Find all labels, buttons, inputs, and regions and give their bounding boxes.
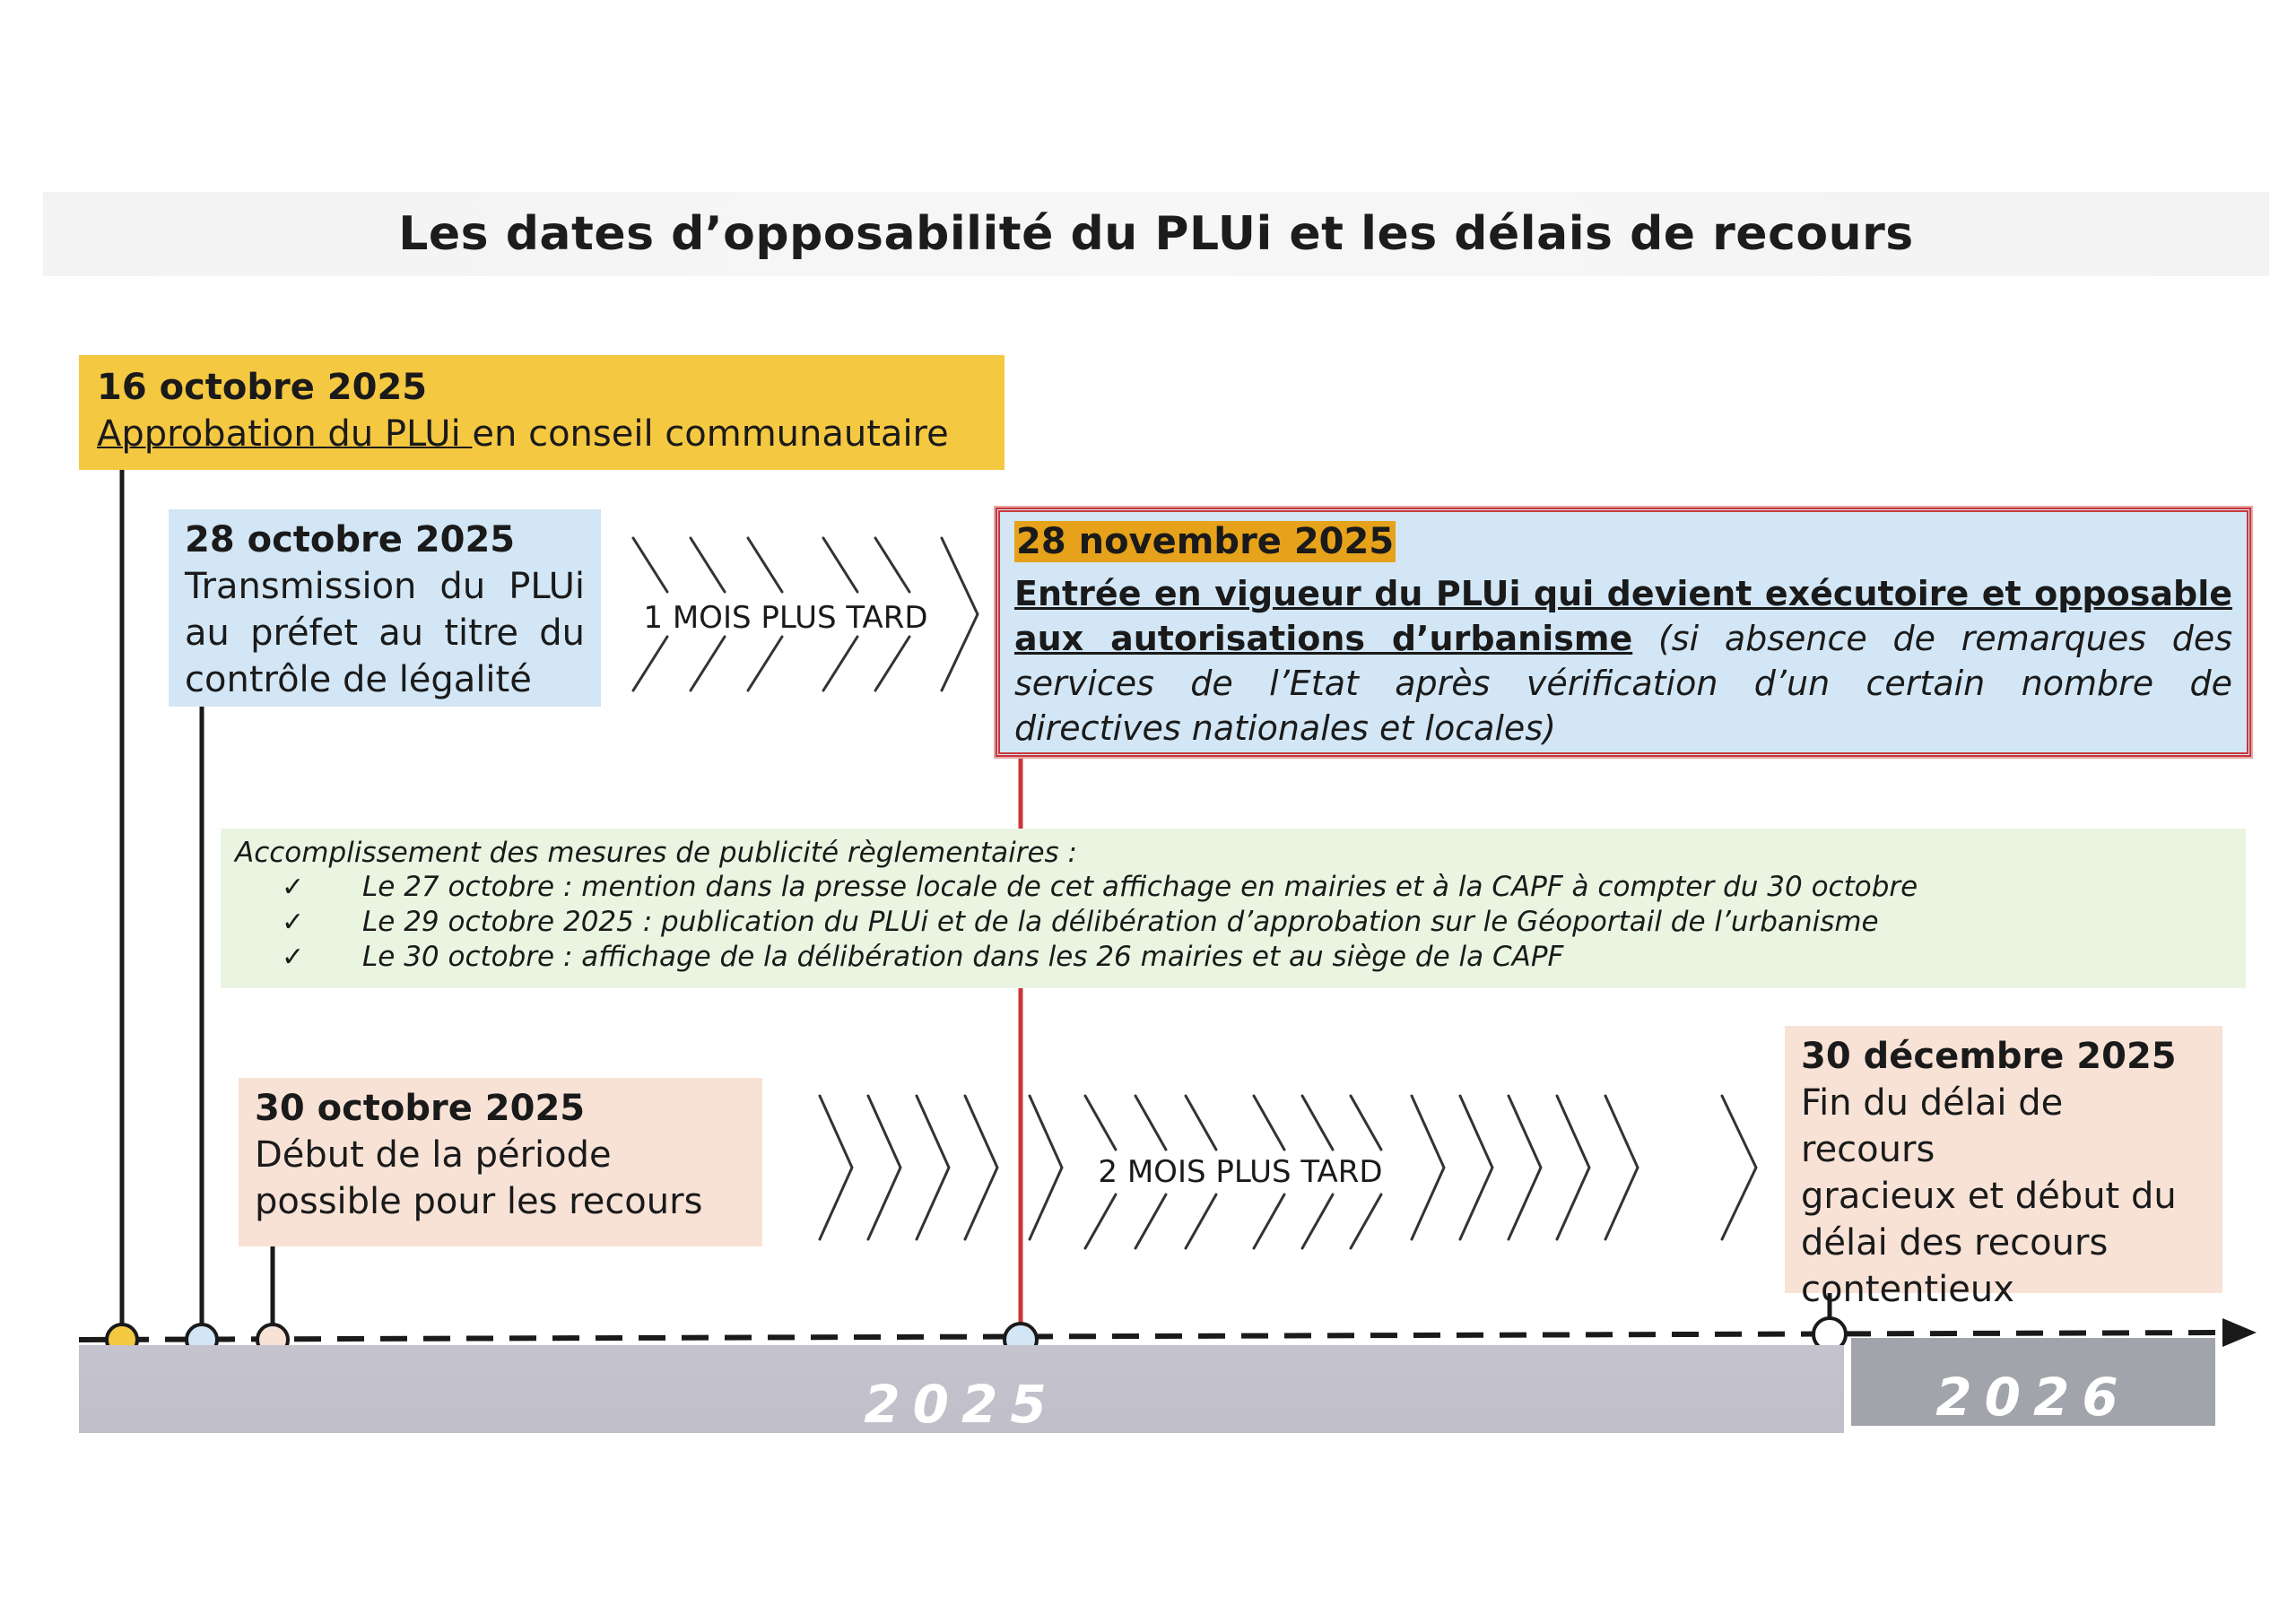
timeline-arrowhead xyxy=(2222,1318,2257,1347)
year-label-2025: 2025 xyxy=(864,1374,1059,1435)
event-date: 30 décembre 2025 xyxy=(1801,1036,2177,1077)
publicite-panel xyxy=(221,829,2246,988)
event-date: 16 octobre 2025 xyxy=(97,367,428,408)
publicite-heading: Accomplissement des mesures de publicité règlementaires : xyxy=(235,837,1078,869)
event-date: 28 octobre 2025 xyxy=(185,519,516,560)
event-description xyxy=(97,411,987,457)
event-desc-line: contentieux xyxy=(1801,1269,2014,1310)
year-label-2026: 2026 xyxy=(1935,1367,2131,1428)
event-debut-recours xyxy=(239,1078,762,1246)
period-one-month-label: 1 MOIS PLUS TARD xyxy=(643,600,928,636)
entree-line-4: directives nationales et locales) xyxy=(1014,708,1556,748)
period-two-months-label: 2 MOIS PLUS TARD xyxy=(1098,1154,1383,1190)
event-desc-line: Transmission du PLUi xyxy=(185,566,585,607)
check-icon: ✓ xyxy=(282,872,305,903)
event-fin-gracieux xyxy=(1785,1026,2222,1310)
year-bar-2025 xyxy=(79,1345,1844,1433)
check-icon: ✓ xyxy=(282,942,305,973)
year-bar-2026 xyxy=(1851,1338,2215,1426)
check-icon: ✓ xyxy=(282,907,305,938)
entree-line-3: services de l’Etat après vérification d’un certain nombre de xyxy=(1014,664,2232,703)
event-date: 28 novembre 2025 xyxy=(1016,521,1395,562)
list-item: ✓ Le 29 octobre 2025 : publication du PLUi et de la délibération d’approbation sur le Géoportail de l’urbanisme xyxy=(235,905,2231,940)
list-item: ✓ Le 30 octobre : affichage de la délibération dans les 26 mairies et au siège de la CAPF xyxy=(235,940,2231,975)
event-desc-line: au préfet au titre du xyxy=(185,612,585,654)
event-date: 30 octobre 2025 xyxy=(255,1088,586,1129)
event-desc-line: Fin du délai de recours xyxy=(1801,1082,2064,1170)
event-desc-line: Début de la période xyxy=(255,1134,612,1176)
event-desc-line: possible pour les recours xyxy=(255,1181,703,1222)
event-desc-line: délai des recours xyxy=(1801,1222,2109,1264)
entree-line-2: aux autorisations d’urbanisme (si absence de remarques des xyxy=(1014,619,2233,658)
entree-line-1: Entrée en vigueur du PLUi qui devient exécutoire et opposable xyxy=(1014,574,2232,613)
event-approbation xyxy=(79,355,1004,470)
event-transmission xyxy=(169,509,601,707)
list-item: ✓ Le 27 octobre : mention dans la presse locale de cet affichage en mairies et à la CAPF à compter du 30 octobre xyxy=(235,870,2231,905)
event-entree-vigueur xyxy=(996,508,2251,757)
approbation-link[interactable]: Approbation du PLUi xyxy=(97,413,473,455)
event-desc-line: contrôle de légalité xyxy=(185,659,532,700)
approbation-rest: en conseil communautaire xyxy=(472,413,949,455)
event-desc-line: gracieux et début du xyxy=(1801,1176,2177,1217)
page-title: Les dates d’opposabilité du PLUi et les délais de recours xyxy=(398,207,1914,261)
